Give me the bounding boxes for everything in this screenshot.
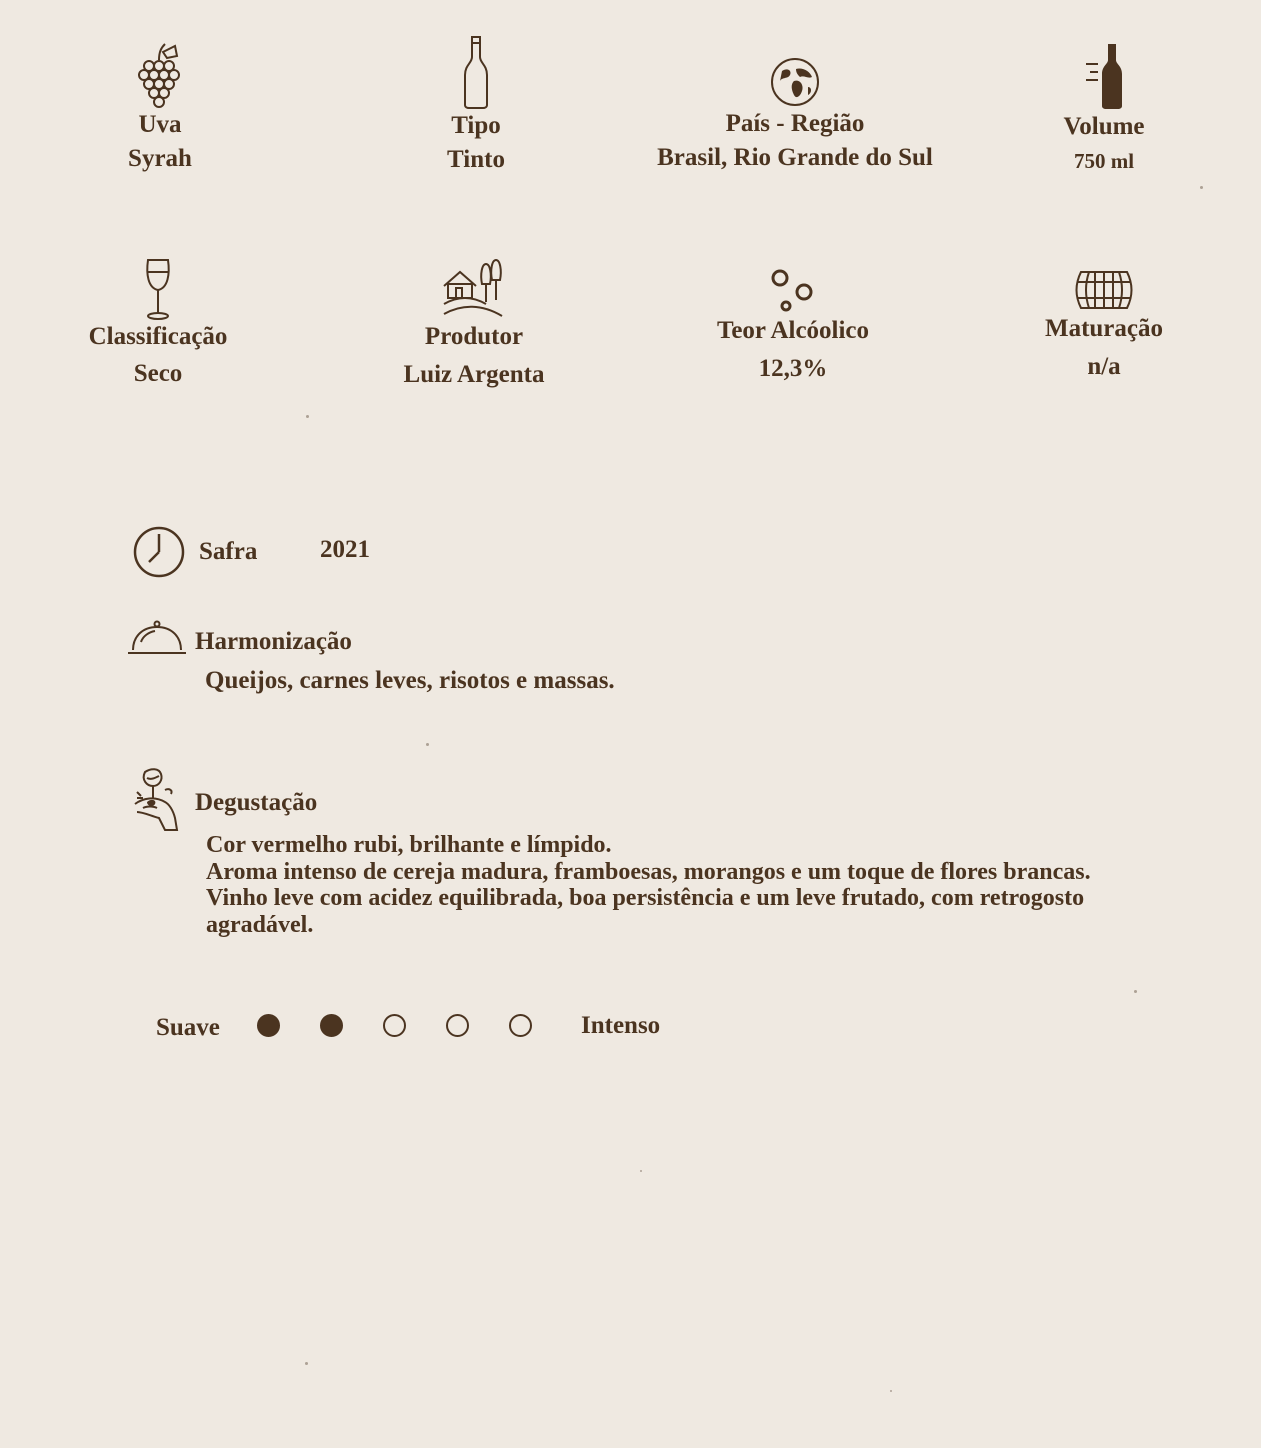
attr-label: Volume bbox=[1063, 113, 1145, 140]
attr-alcohol bbox=[693, 266, 893, 390]
attr-value: Syrah bbox=[128, 145, 192, 172]
attr-value: 750 ml bbox=[1073, 149, 1135, 173]
winery-icon bbox=[442, 256, 506, 320]
harmonizacao-label: Harmonização bbox=[195, 628, 352, 655]
safra-label: Safra bbox=[199, 538, 258, 565]
intensity-dot-empty bbox=[509, 1014, 532, 1037]
degustacao-line: Aroma intenso de cereja madura, framboesas, morangos e um toque de flores brancas. bbox=[206, 858, 1091, 885]
paper-speck bbox=[1200, 186, 1203, 189]
degustacao-line: Vinho leve com acidez equilibrada, boa persistência e um leve frutado, com retrogosto bbox=[206, 885, 1085, 911]
globe-icon bbox=[770, 57, 820, 107]
safra-value: 2021 bbox=[320, 536, 370, 563]
cloche-icon bbox=[127, 620, 187, 656]
attr-label: Classificação bbox=[88, 323, 228, 350]
paper-speck bbox=[1134, 990, 1137, 993]
attr-label: País - Região bbox=[725, 110, 865, 137]
bottle-filled-icon bbox=[1084, 42, 1124, 110]
intensity-dot-filled bbox=[320, 1014, 343, 1037]
paper-speck bbox=[640, 1170, 642, 1172]
attr-label: Produtor bbox=[424, 323, 524, 350]
degustacao-line: Cor vermelho rubi, brilhante e límpido. bbox=[206, 832, 612, 858]
degustacao-line: agradável. bbox=[206, 911, 314, 938]
paper-speck bbox=[306, 415, 309, 418]
attr-label: Uva bbox=[138, 111, 182, 138]
attr-region bbox=[620, 57, 970, 175]
attr-label: Teor Alcóolico bbox=[716, 317, 870, 344]
bottle-outline-icon bbox=[463, 35, 489, 109]
attr-value: n/a bbox=[1087, 353, 1121, 380]
bubbles-icon bbox=[768, 266, 818, 314]
attr-type bbox=[376, 35, 576, 177]
paper-speck bbox=[426, 743, 429, 746]
attr-maturation bbox=[1024, 268, 1184, 388]
attr-value: 12,3% bbox=[758, 355, 828, 382]
paper-speck bbox=[305, 1362, 308, 1365]
paper-speck bbox=[890, 1390, 892, 1392]
scale-min-label: Suave bbox=[156, 1014, 220, 1041]
wine-glass-icon bbox=[144, 258, 172, 320]
intensity-dot-empty bbox=[383, 1014, 406, 1037]
attr-value: Seco bbox=[133, 360, 183, 387]
tasting-hand-icon bbox=[133, 768, 181, 834]
intensity-dot-empty bbox=[446, 1014, 469, 1037]
attr-label: Maturação bbox=[1044, 315, 1164, 342]
attr-value: Luiz Argenta bbox=[403, 361, 545, 388]
attr-producer bbox=[374, 256, 574, 396]
grape-icon bbox=[137, 42, 183, 108]
clock-icon bbox=[133, 526, 185, 578]
attr-grape bbox=[60, 42, 260, 176]
attr-volume bbox=[1024, 42, 1184, 178]
degustacao-text bbox=[206, 832, 1226, 938]
scale-max-label: Intenso bbox=[581, 1012, 661, 1039]
attr-classification bbox=[58, 258, 258, 394]
attr-value: Tinto bbox=[447, 146, 505, 173]
barrel-icon bbox=[1075, 268, 1133, 312]
harmonizacao-text: Queijos, carnes leves, risotos e massas. bbox=[205, 667, 615, 694]
intensity-dot-filled bbox=[257, 1014, 280, 1037]
attr-value: Brasil, Rio Grande do Sul bbox=[657, 144, 933, 171]
degustacao-label: Degustação bbox=[195, 789, 318, 816]
attr-label: Tipo bbox=[451, 112, 501, 139]
